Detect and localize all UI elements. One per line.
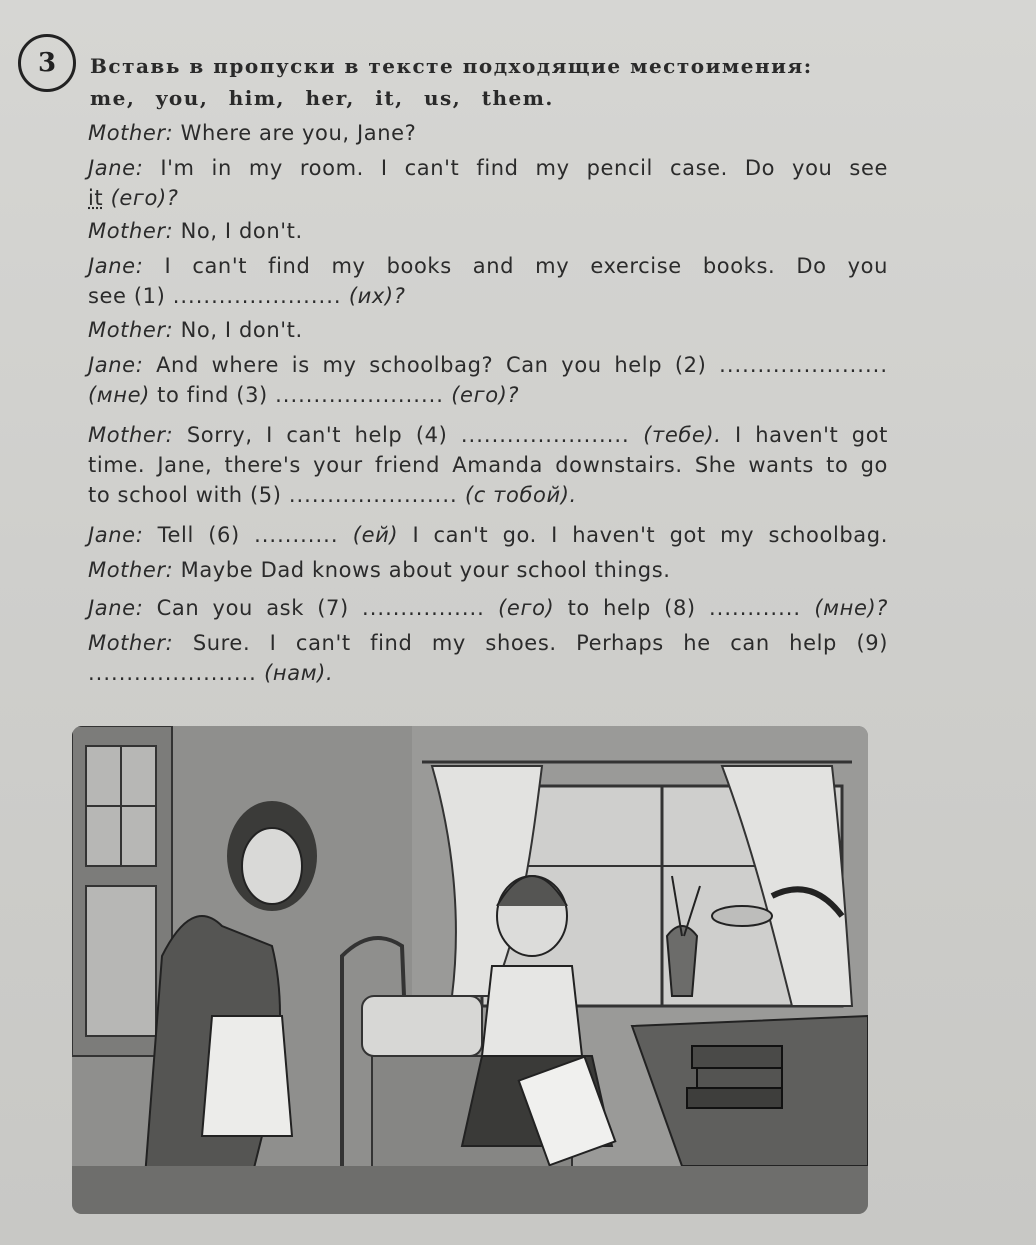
dialogue-line-1	[88, 118, 888, 148]
blank-8[interactable]: ............	[709, 596, 802, 620]
speaker: Mother:	[88, 219, 174, 243]
blank-2[interactable]: ......................	[719, 353, 888, 377]
room-illustration	[72, 726, 868, 1214]
speaker: Jane:	[88, 523, 144, 547]
line-text: time. Jane, there's your friend Amanda downstairs. She wants to go	[88, 453, 888, 477]
hint: (ей)	[352, 523, 399, 547]
line-text: see (1)	[88, 284, 166, 308]
instruction-line-2: me, you, him, her, it, us, them.	[90, 86, 554, 110]
dialogue-line-8	[88, 520, 888, 550]
blank-5[interactable]: ......................	[288, 483, 458, 507]
instruction-line-1: Вставь в пропуски в тексте подходящие местоимения:	[90, 54, 813, 78]
dialogue-line-5	[88, 315, 888, 345]
line-text: Sure. I can't find my shoes. Perhaps he can help (9)	[192, 631, 888, 655]
blank-6[interactable]: ...........	[254, 523, 339, 547]
blank-7[interactable]: ................	[362, 596, 485, 620]
line-text: I can't go. I haven't got my schoolbag.	[412, 523, 888, 547]
exercise-number: 3	[18, 34, 76, 92]
blank-3[interactable]: ......................	[275, 383, 444, 407]
line-text: to school with (5)	[88, 483, 282, 507]
dialogue-line-6	[88, 350, 888, 410]
speaker: Mother:	[88, 423, 174, 447]
dialogue-line-10	[88, 593, 888, 623]
line-text: Sorry, I can't help (4)	[186, 423, 448, 447]
line-text: to help (8)	[567, 596, 696, 620]
line-text: Maybe Dad knows about your school things.	[180, 558, 671, 582]
dialogue-line-11	[88, 628, 888, 688]
line-text: And where is my schoolbag? Can you help (2)	[156, 353, 707, 377]
line-text: I haven't got	[735, 423, 889, 447]
dialogue-line-3	[88, 216, 888, 246]
speaker: Jane:	[88, 353, 144, 377]
line-text: Tell (6)	[157, 523, 240, 547]
dialogue-line-9	[88, 555, 888, 585]
hint: (тебе).	[643, 423, 722, 447]
speaker: Jane:	[88, 156, 144, 180]
hint: (их)?	[348, 284, 406, 308]
dialogue-line-7	[88, 420, 888, 510]
line-text: to find (3)	[157, 383, 268, 407]
blank-9[interactable]: ......................	[88, 661, 257, 685]
dialogue-line-4	[88, 251, 888, 311]
hint: (мне)	[88, 383, 150, 407]
speaker: Jane:	[88, 596, 144, 620]
hint: (нам).	[264, 661, 334, 685]
speaker: Mother:	[88, 318, 174, 342]
line-text: No, I don't.	[180, 219, 303, 243]
blank-1[interactable]: ......................	[172, 284, 342, 308]
speaker: Jane:	[88, 254, 144, 278]
line-text: Where are you, Jane?	[180, 121, 417, 145]
hint: (мне)?	[814, 596, 888, 620]
line-text: Can you ask (7)	[156, 596, 349, 620]
hint: (его)	[498, 596, 555, 620]
dialogue-line-2	[88, 153, 888, 213]
hint: (его)?	[110, 186, 179, 210]
hint: (его)?	[451, 383, 520, 407]
speaker: Mother:	[88, 121, 174, 145]
exercise-instruction	[90, 50, 970, 114]
speaker: Mother:	[88, 558, 174, 582]
line-text: I'm in my room. I can't find my pencil case. Do you see	[160, 156, 888, 180]
line-text: No, I don't.	[180, 318, 303, 342]
hint: (с тобой).	[464, 483, 577, 507]
line-text: I can't find my books and my exercise books. Do you	[164, 254, 889, 278]
room-scene	[72, 726, 868, 1214]
answer-example: it	[88, 186, 104, 210]
speaker: Mother:	[88, 631, 174, 655]
blank-4[interactable]: ......................	[460, 423, 630, 447]
